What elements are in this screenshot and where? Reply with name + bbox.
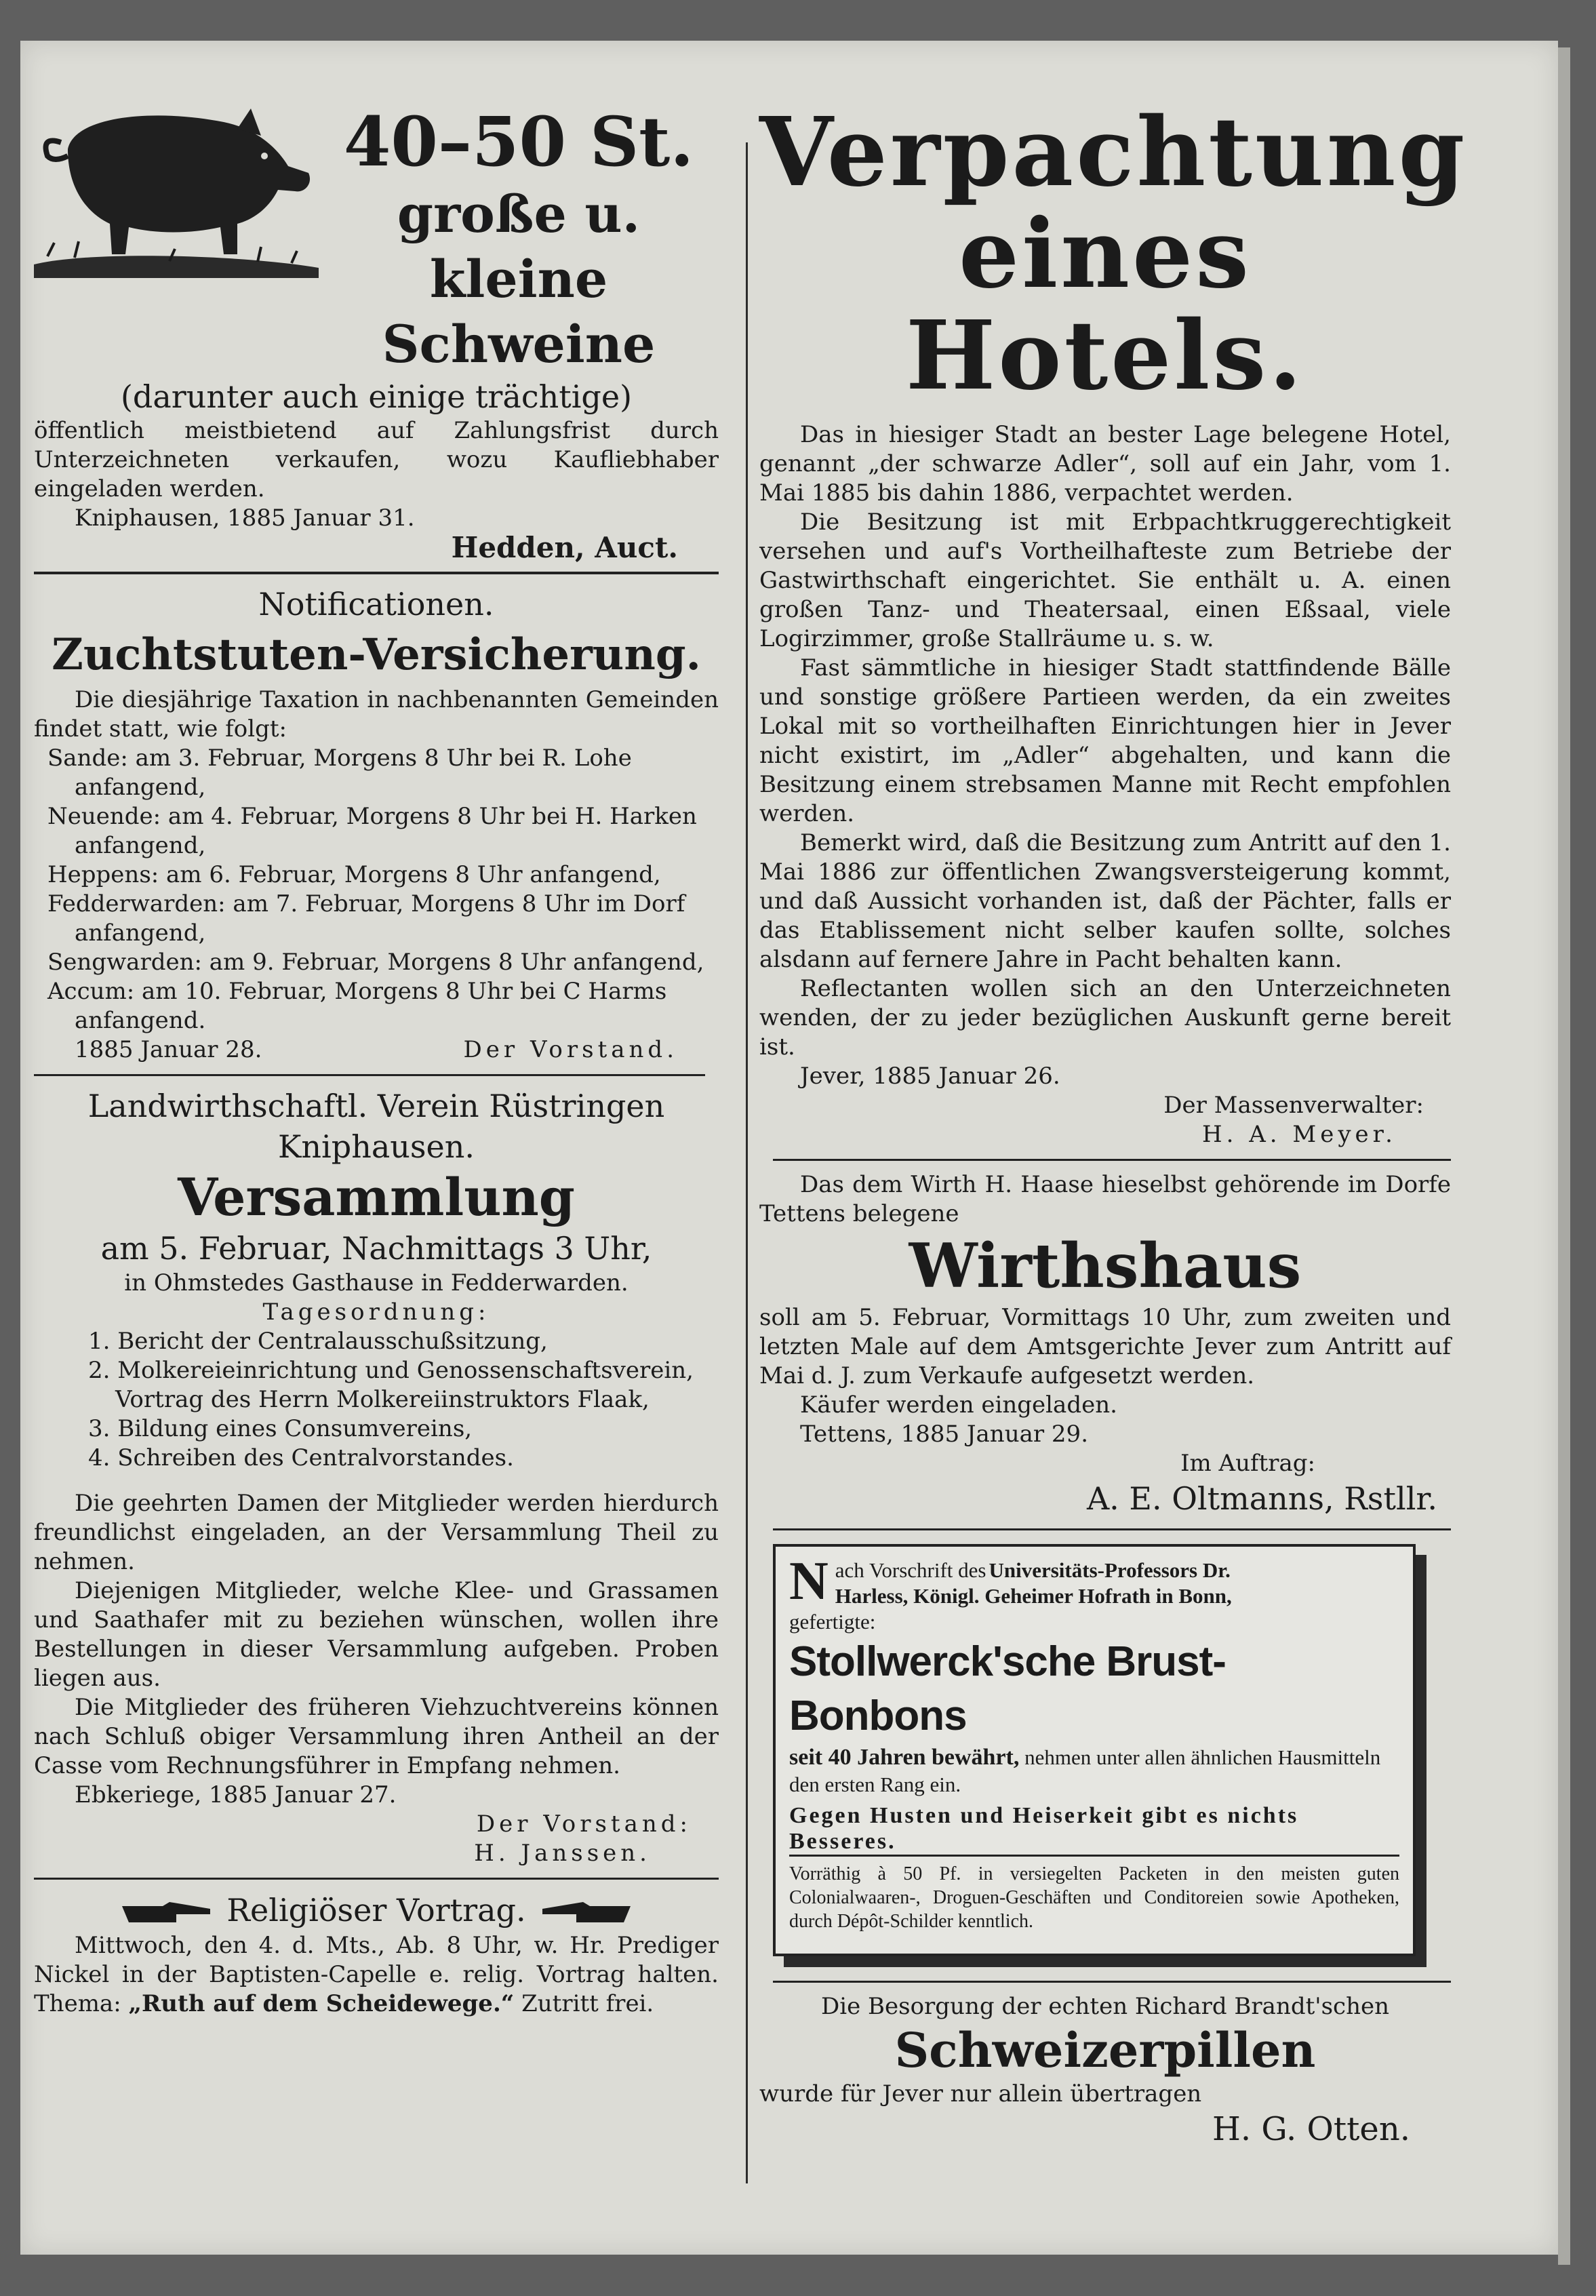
schedule-item: Fedderwarden: am 7. Februar, Morgens 8 Uhr im Dorf anfangend, — [47, 890, 685, 947]
schedule-item: Accum: am 10. Februar, Morgens 8 Uhr bei C Harms anfangend. — [47, 978, 667, 1034]
wirthshaus-invite: Käufer werden eingeladen. — [800, 1391, 1117, 1419]
ad-line: Universitäts-Professors Dr. — [989, 1558, 1231, 1582]
ad-line: seit 40 Jahren bewährt, — [789, 1745, 1020, 1770]
pig-ad-date: Kniphausen, 1885 Januar 31. — [75, 504, 415, 532]
pointing-hand-right-icon — [122, 1899, 217, 1926]
wirthshaus-intro: Das dem Wirth H. Haase hieselbst gehörende im Dorfe Tettens belegene — [759, 1171, 1451, 1227]
hotel-paragraph: Bemerkt wird, daß die Besitzung zum Antritt auf den 1. Mai 1886 zur öffentlichen Zwangsversteigerung kommt, und daß Aussicht vorhanden ist, daß der Pächter, falls er das Etablissement nicht selber kaufen sollte, solches alsdann auf fernere Jahre in Pacht behalten kann. — [759, 829, 1451, 973]
vortrag-section — [34, 1889, 719, 2019]
versammlung-where: in Ohmstedes Gasthause in Fedderwarden. — [124, 1269, 629, 1297]
hotel-paragraph: Die Besitzung ist mit Erbpachtkruggerechtigkeit versehen und auf's Vortheilhafteste zum Betriebe der Gastwirthschaft eingerichtet. Sie enthält u. A. einen großen Tanz- und Theatersaal, einen Eßsaal, viele Logirzimmer, große Stallräume u. s. w. — [759, 509, 1451, 652]
insurance-date: 1885 Januar 28. — [75, 1036, 262, 1063]
insurance-headline: Zuchtstuten-Versicherung. — [52, 629, 701, 680]
wirthshaus-ad — [759, 1170, 1451, 1519]
versammlung-headline: Versammlung — [178, 1167, 575, 1227]
hotel-paragraph: Reflectanten wollen sich an den Unterzeichneten wenden, der zu jeder bezüglichen Auskunft gerne bereit ist. — [759, 975, 1451, 1061]
hotel-paragraph: Fast sämmtliche in hiesiger Stadt stattfindende Bälle und sonstige größere Partieen werden, da ein zweites Lokal mit so vortheilhaften Einrichtungen hier in Jever nicht existirt, im „Adler“ abgehalten, und kann die Besitzung einem strebsamen Manne mit Recht empfohlen werden. — [759, 654, 1451, 827]
schedule-item: Sande: am 3. Februar, Morgens 8 Uhr bei R. Lohe anfangend, — [47, 745, 632, 801]
ad-brand: Stollwerck'sche Brust-Bonbons — [789, 1638, 1226, 1739]
hotel-date: Jever, 1885 Januar 26. — [800, 1063, 1060, 1090]
section-rule — [34, 1074, 705, 1076]
agenda-list — [34, 1327, 719, 1473]
wirthshaus-body: soll am 5. Februar, Vormittags 10 Uhr, zum zweiten und letzten Male auf dem Amtsgerichte Jever zum Antritt auf Mai d. J. zum Verkaufe aufgesetzt werden. — [759, 1304, 1451, 1389]
pig-auction-ad — [34, 102, 719, 562]
verein-section — [34, 1086, 719, 1868]
hotel-paragraph: Das in hiesiger Stadt an bester Lage belegene Hotel, genannt „der schwarze Adler“, soll auf ein Jahr, vom 1. Mai 1885 bis dahin 1886, verpachtet werden. — [759, 421, 1451, 507]
pillen-headline: Schweizerpillen — [894, 2022, 1316, 2078]
agenda-item: 1. Bericht der Centralausschußsitzung, — [88, 1328, 548, 1355]
schedule-item: Heppens: am 6. Februar, Morgens 8 Uhr anfangend, — [47, 861, 661, 888]
versammlung-when: am 5. Februar, Nachmittags 3 Uhr, — [100, 1230, 652, 1267]
pointing-hand-left-icon — [536, 1899, 631, 1926]
left-column — [34, 102, 719, 2019]
page-edge — [1558, 47, 1570, 2265]
pig-ad-sizes: große u. kleine — [397, 184, 641, 309]
verein-title: Landwirthschaftl. Verein Rüstringen — [87, 1088, 665, 1124]
verein-date: Ebkeriege, 1885 Januar 27. — [75, 1781, 397, 1808]
pig-ad-note: (darunter auch einige trächtige) — [120, 378, 633, 415]
pig-ad-body: öffentlich meistbietend auf Zahlungsfrist durch Unterzeichneten verkaufen, wozu Kaufliebhaber eingeladen werden. — [34, 417, 719, 502]
verein-signature-label: Der Vorstand: — [476, 1810, 692, 1838]
pillen-body: wurde für Jever nur allein übertragen — [759, 2080, 1202, 2107]
ad-box — [773, 1544, 1416, 1956]
agenda-item: 4. Schreiben des Centralvorstandes. — [88, 1444, 514, 1471]
pig-ad-signature: Hedden, Auct. — [451, 531, 678, 564]
pig-ad-animals: Schweine — [382, 314, 656, 374]
pig-illustration — [34, 102, 319, 278]
hotel-signature-label: Der Massenverwalter: — [1163, 1092, 1424, 1119]
ad-line: ach Vorschrift des — [835, 1558, 986, 1582]
section-rule — [34, 1878, 719, 1880]
schweizerpillen-ad — [759, 1992, 1451, 2150]
ad-line: Harless, Königl. Geheimer Hofrath in Bonn, — [835, 1584, 1232, 1608]
notifications-section — [34, 584, 719, 1065]
agenda-item: 3. Bildung eines Consumvereins, — [88, 1415, 473, 1442]
section-rule — [773, 1981, 1451, 1983]
right-column — [759, 97, 1468, 2150]
hotel-signature-name: H. A. Meyer. — [1201, 1121, 1397, 1148]
vortrag-admission: Zutritt frei. — [521, 1990, 654, 2017]
verein-signature-name: H. Janssen. — [474, 1840, 651, 1867]
verein-paragraph: Diejenigen Mitglieder, welche Klee- und Grassamen und Saathafer mit zu beziehen wünschen, wollen ihre Bestellungen in dieser Versammlung aufgeben. Proben liegen aus. — [34, 1577, 719, 1692]
pillen-intro: Die Besorgung der echten Richard Brandt'schen — [820, 1993, 1390, 2020]
agenda-item: 2. Molkereieinrichtung und Genossenschaftsverein, Vortrag des Herrn Molkereiinstruktors Flaak, — [88, 1357, 694, 1413]
wirthshaus-headline: Wirthshaus — [909, 1230, 1302, 1302]
pillen-signature: H. G. Otten. — [1212, 2110, 1410, 2148]
column-divider — [746, 142, 748, 2183]
wirthshaus-date: Tettens, 1885 Januar 29. — [800, 1421, 1088, 1448]
agenda-label: Tagesordnung: — [262, 1299, 490, 1326]
section-rule — [773, 1528, 1451, 1530]
section-rule — [34, 572, 719, 574]
schedule-item: Neuende: am 4. Februar, Morgens 8 Uhr bei H. Harken anfangend, — [47, 803, 697, 859]
vortrag-theme: „Ruth auf dem Scheidewege.“ — [128, 1990, 515, 2017]
pig-ad-count: 40–50 St. — [343, 102, 694, 182]
vortrag-title: Religiöser Vortrag. — [226, 1892, 526, 1928]
ad-drop-cap: N — [789, 1551, 829, 1611]
ad-availability: Vorräthig à 50 Pf. in versiegelten Packeten in den meisten guten Colonialwaaren-, Droguen-Geschäften und Conditoreien sowie Apotheken, durch Dépôt-Schilder kenntlich. — [789, 1863, 1399, 1932]
verein-paragraph: Die Mitglieder des früheren Viehzuchtvereins können nach Schluß obiger Versammlung ihren Antheil an der Casse vom Rechnungsführer in Empfang nehmen. — [34, 1694, 719, 1779]
wirthshaus-signature-name: A. E. Oltmanns, Rstllr. — [1086, 1480, 1437, 1517]
ad-slogan: Gegen Husten und Heiserkeit gibt es nichts Besseres. — [789, 1803, 1399, 1857]
verein-paragraph: Die geehrten Damen der Mitglieder werden hierdurch freundlichst eingeladen, an der Versammlung Theil zu nehmen. — [34, 1490, 719, 1575]
section-rule — [773, 1159, 1451, 1161]
insurance-intro: Die diesjährige Taxation in nachbenannten Gemeinden findet statt, wie folgt: — [34, 686, 719, 743]
hotel-lease-ad — [759, 97, 1468, 1149]
schedule-item: Sengwarden: am 9. Februar, Morgens 8 Uhr anfangend, — [47, 949, 704, 976]
vortrag-body: Mittwoch, den 4. d. Mts., Ab. 8 Uhr, w. Hr. Prediger Nickel in der Baptisten-Capelle e. relig. Vortrag halten. Thema: — [34, 1932, 719, 2017]
hotel-headline-2: eines Hotels. — [905, 199, 1305, 412]
hotel-headline-1: Verpachtung — [759, 97, 1468, 208]
ad-line: gefertigte: — [789, 1610, 876, 1634]
stollwerck-ad — [773, 1544, 1437, 1971]
insurance-schedule — [34, 744, 719, 1035]
ad-line: nehmen unter allen ähnlichen Hausmitteln den ersten Rang ein. — [789, 1745, 1381, 1796]
insurance-signature: Der Vorstand. — [463, 1036, 678, 1063]
verein-title-place: Kniphausen. — [278, 1128, 475, 1165]
notifications-title: Notificationen. — [258, 586, 494, 622]
wirthshaus-signature-label: Im Auftrag: — [1180, 1450, 1315, 1477]
